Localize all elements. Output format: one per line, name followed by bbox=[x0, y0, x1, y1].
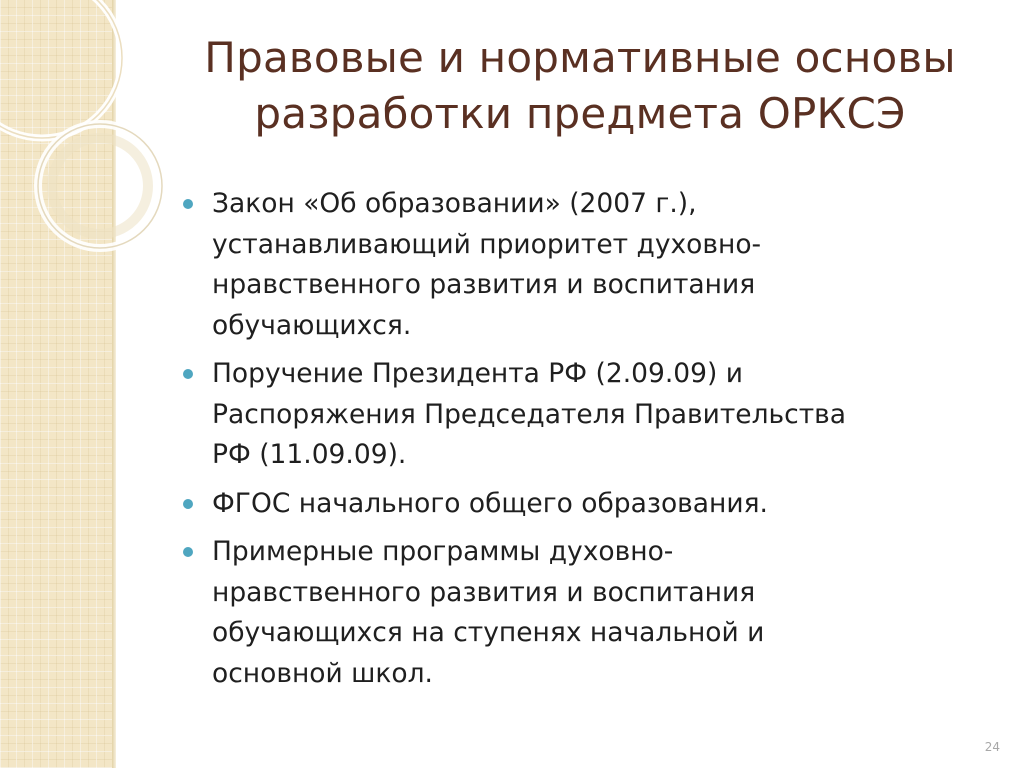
page-number: 24 bbox=[984, 740, 1000, 754]
bullet-dot-icon bbox=[183, 499, 193, 509]
bullet-text-line: Примерные программы духовно- bbox=[212, 536, 674, 567]
bullet-text-line: Закон «Об образовании» (2007 г.), bbox=[212, 188, 697, 219]
bullet-dot-icon bbox=[183, 199, 193, 209]
bullet-text-line: основной школ. bbox=[212, 657, 433, 689]
bullet-text-line: нравственного развития и воспитания bbox=[212, 269, 756, 300]
bullet-text-line: Распоряжения Председателя Правительства bbox=[212, 398, 847, 430]
slide-title bbox=[150, 30, 1010, 142]
bullet-text-line: устанавливающий приоритет духовно- bbox=[212, 228, 762, 260]
bullet-text-line: РФ (11.09.09). bbox=[212, 439, 407, 470]
bullet-item bbox=[180, 354, 980, 476]
bullet-dot-icon bbox=[183, 369, 193, 379]
slide-title-line: разработки предмета ОРКСЭ bbox=[254, 89, 906, 138]
bullet-dot-icon bbox=[183, 547, 193, 557]
bullet-text-line: обучающихся на ступенях начальной и bbox=[212, 617, 765, 648]
bullet-item bbox=[180, 484, 980, 525]
decorative-grid-strip bbox=[0, 0, 112, 768]
bullet-list bbox=[180, 184, 980, 702]
bullet-item bbox=[180, 532, 980, 694]
bullet-text-line: нравственного развития и воспитания bbox=[212, 576, 756, 608]
bullet-text-line: обучающихся. bbox=[212, 309, 412, 341]
bullet-text-line: Поручение Президента РФ (2.09.09) и bbox=[212, 358, 743, 389]
slide-title-line: Правовые и нормативные основы bbox=[204, 33, 956, 82]
strip-edge-shadow bbox=[112, 0, 116, 768]
bullet-item bbox=[180, 184, 980, 346]
bullet-text-line: ФГОС начального общего образования. bbox=[212, 487, 768, 519]
